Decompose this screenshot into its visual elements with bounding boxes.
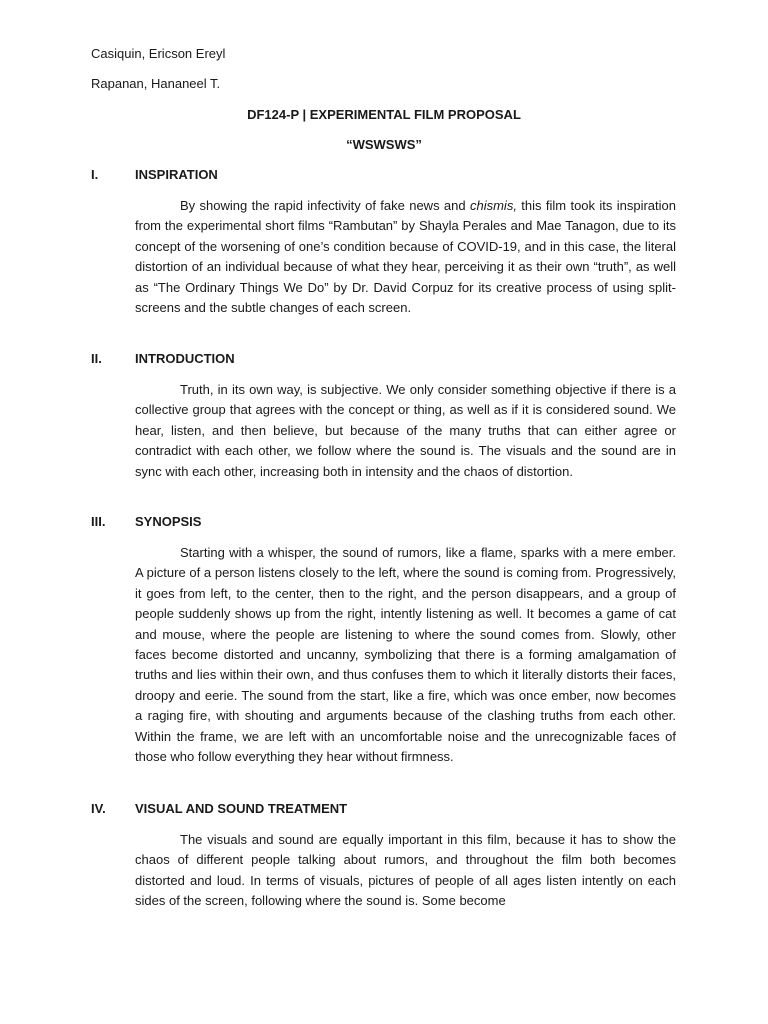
section-number: III. xyxy=(91,514,106,529)
section-title: SYNOPSIS xyxy=(135,514,202,529)
film-title: “WSWSWS” xyxy=(346,137,422,152)
section-heading xyxy=(0,800,768,818)
author-name: Rapanan, Hananeel T. xyxy=(91,76,221,91)
section-body: Truth, in its own way, is subjective. We only consider something objective if there is a collective group that agrees with the concept or thing, as well as if it is considered sound. We hear, listen, and then believe, but because of the many truths that can either agree or contradict with each other, we follow where the sound is. The visuals and the sound are in sync with each other, increasing both in intensity and the chaos of distortion. xyxy=(135,382,676,479)
section-title: VISUAL AND SOUND TREATMENT xyxy=(135,801,348,816)
body-text: By showing the rapid infectivity of fake news and xyxy=(180,198,470,213)
section-heading xyxy=(0,513,768,531)
section-number: I. xyxy=(91,167,99,182)
body-text: this film took its inspiration from the experimental short films “Rambutan” by Shayla Perales and Mae Tanagon, due to its concept of the worsening of one’s condition because of COVID-19, and in this case, the literal distortion of an individual because of what they hear, perceiving it as their own “truth”, as well as “The Ordinary Things We Do” by Dr. David Corpuz for its creative process of using split-screens and the subtle changes of each screen. xyxy=(135,198,676,316)
author-name: Casiquin, Ericson Ereyl xyxy=(91,46,226,61)
section-body: The visuals and sound are equally important in this film, because it has to show the chaos of different people talking about rumors, and throughout the film both becomes distorted and loud. In terms of visuals, pictures of people of all ages listen intently on each sides of the screen, following where the sound is. Some become xyxy=(135,832,676,909)
section-number: II. xyxy=(91,351,102,366)
section-body: Starting with a whisper, the sound of rumors, like a flame, sparks with a mere ember. A picture of a person listens closely to the left, where the sound is coming from. Progressively, it goes from left, to the center, then to the right, and the person disappears, and a group of people suddenly shows up from the right, intently listening as well. It becomes a game of cat and mouse, where the people are listening to where the sound comes from. Slowly, other faces become distorted and uncanny, symbolizing that there is a forming amalgamation of truths and lies within their own, and thus confuses them to which it literally distorts their faces, droopy and eerie. The sound from the start, like a fire, which was once ember, now becomes a raging fire, with shouting and arguments because of the clashing truths from each other. Within the frame, we are left with an uncomfortable noise and the unrecognizable faces of those who follow everything they hear without firmness. xyxy=(135,545,676,765)
section-number: IV. xyxy=(91,801,106,816)
section-body xyxy=(135,196,676,318)
emphasis-text: chismis, xyxy=(469,198,517,213)
section-title: INSPIRATION xyxy=(135,167,218,182)
section-title: INTRODUCTION xyxy=(135,351,235,366)
course-title: DF124-P | EXPERIMENTAL FILM PROPOSAL xyxy=(247,107,521,122)
section-heading xyxy=(0,350,768,368)
section-heading xyxy=(0,166,768,184)
